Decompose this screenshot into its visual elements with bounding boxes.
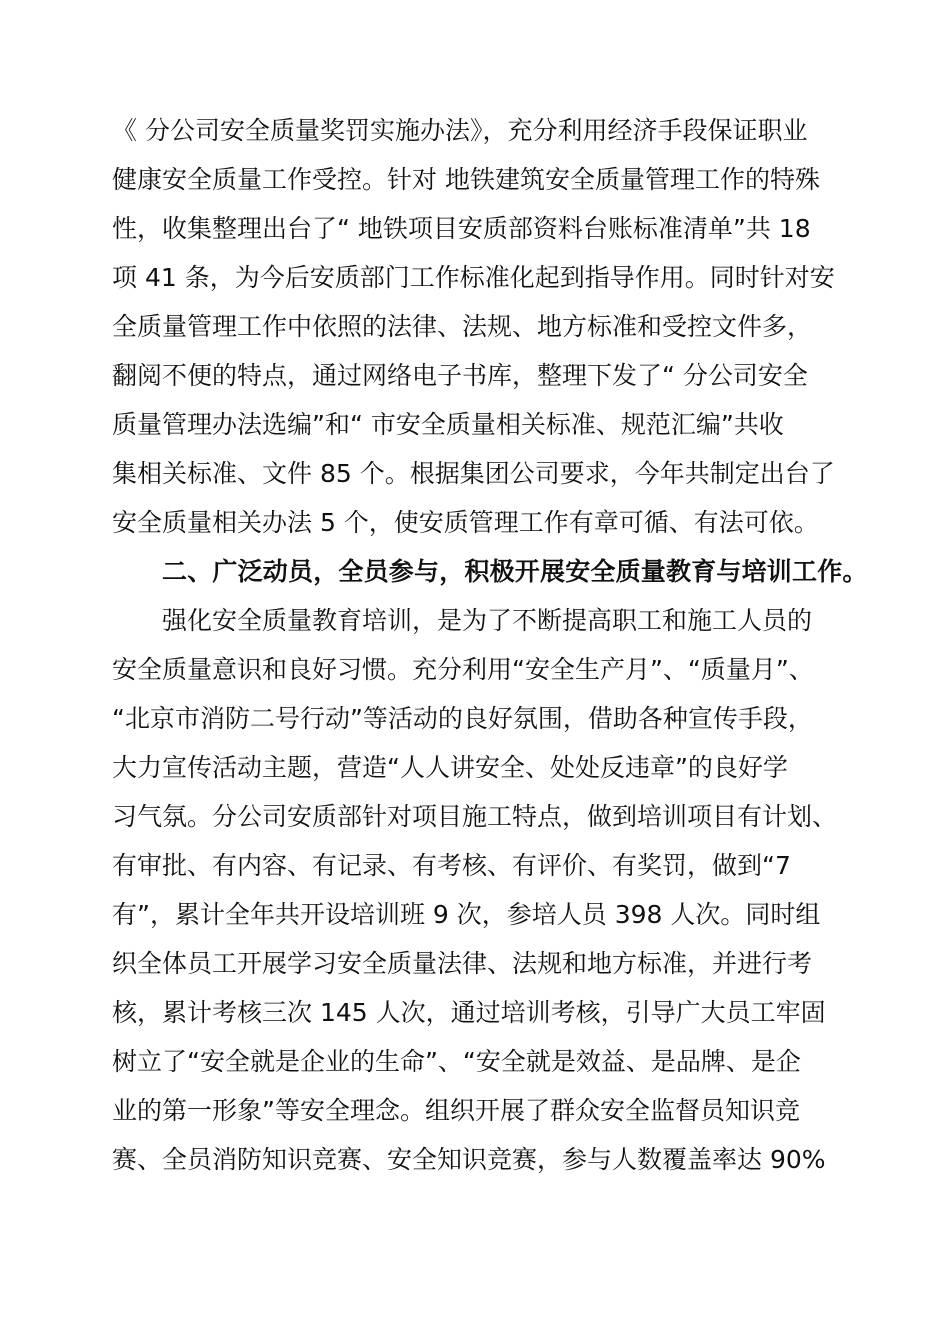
paragraph-line: 强化安全质量教育培训，是为了不断提高职工和施工人员的 [162, 606, 813, 635]
paragraph-line: “北京市消防二号行动”等活动的良好氛围，借助各种宣传手段， [112, 704, 813, 733]
paragraph-line: 《 分公司安全质量奖罚实施办法》，充分利用经济手段保证职业 [112, 116, 808, 145]
paragraph-line: 有”，累计全年共开设培训班 9 次，参培人员 398 人次。同时组 [112, 900, 821, 929]
paragraph-line: 质量管理办法选编”和“ 市安全质量相关标准、规范汇编”共收 [112, 410, 784, 439]
paragraph-line: 项 41 条，为今后安质部门工作标准化起到指导作用。同时针对安 [112, 263, 835, 292]
paragraph-line: 织全体员工开展学习安全质量法律、法规和地方标准，并进行考 [112, 949, 813, 978]
paragraph-line: 业的第一形象”等安全理念。组织开展了群众安全监督员知识竞 [112, 1096, 800, 1125]
paragraph-line: 性，收集整理出台了“ 地铁项目安质部资料台账标准清单”共 18 [112, 214, 811, 243]
paragraph-line: 大力宣传活动主题，营造“人人讲安全、处处反违章”的良好学 [112, 753, 788, 782]
document-body [112, 106, 868, 1184]
paragraph-line: 集相关标准、文件 85 个。根据集团公司要求，今年共制定出台了 [112, 459, 835, 488]
paragraph-line: 翻阅不便的特点，通过网络电子书库，整理下发了“ 分公司安全 [112, 361, 808, 390]
paragraph-line: 安全质量相关办法 5 个，使安质管理工作有章可循、有法可依。 [112, 508, 819, 537]
paragraph-line: 习气氛。分公司安质部针对项目施工特点，做到培训项目有计划、 [112, 802, 838, 831]
section-heading: 二、广泛动员，全员参与，积极开展安全质量教育与培训工作。 [162, 557, 868, 586]
paragraph-line: 树立了“安全就是企业的生命”、“安全就是效益、是品牌、是企 [112, 1047, 801, 1076]
paragraph-line: 有审批、有内容、有记录、有考核、有评价、有奖罚，做到“7 [112, 851, 791, 880]
paragraph-line: 全质量管理工作中依照的法律、法规、地方标准和受控文件多， [112, 312, 813, 341]
paragraph-line: 安全质量意识和良好习惯。充分利用“安全生产月”、“质量月”、 [112, 655, 814, 684]
paragraph-line: 健康安全质量工作受控。针对 地铁建筑安全质量管理工作的特殊 [112, 165, 820, 194]
paragraph-line: 赛、全员消防知识竞赛、安全知识竞赛，参与人数覆盖率达 90% [112, 1145, 826, 1174]
paragraph-line: 核，累计考核三次 145 人次，通过培训考核，引导广大员工牢固 [112, 998, 826, 1027]
